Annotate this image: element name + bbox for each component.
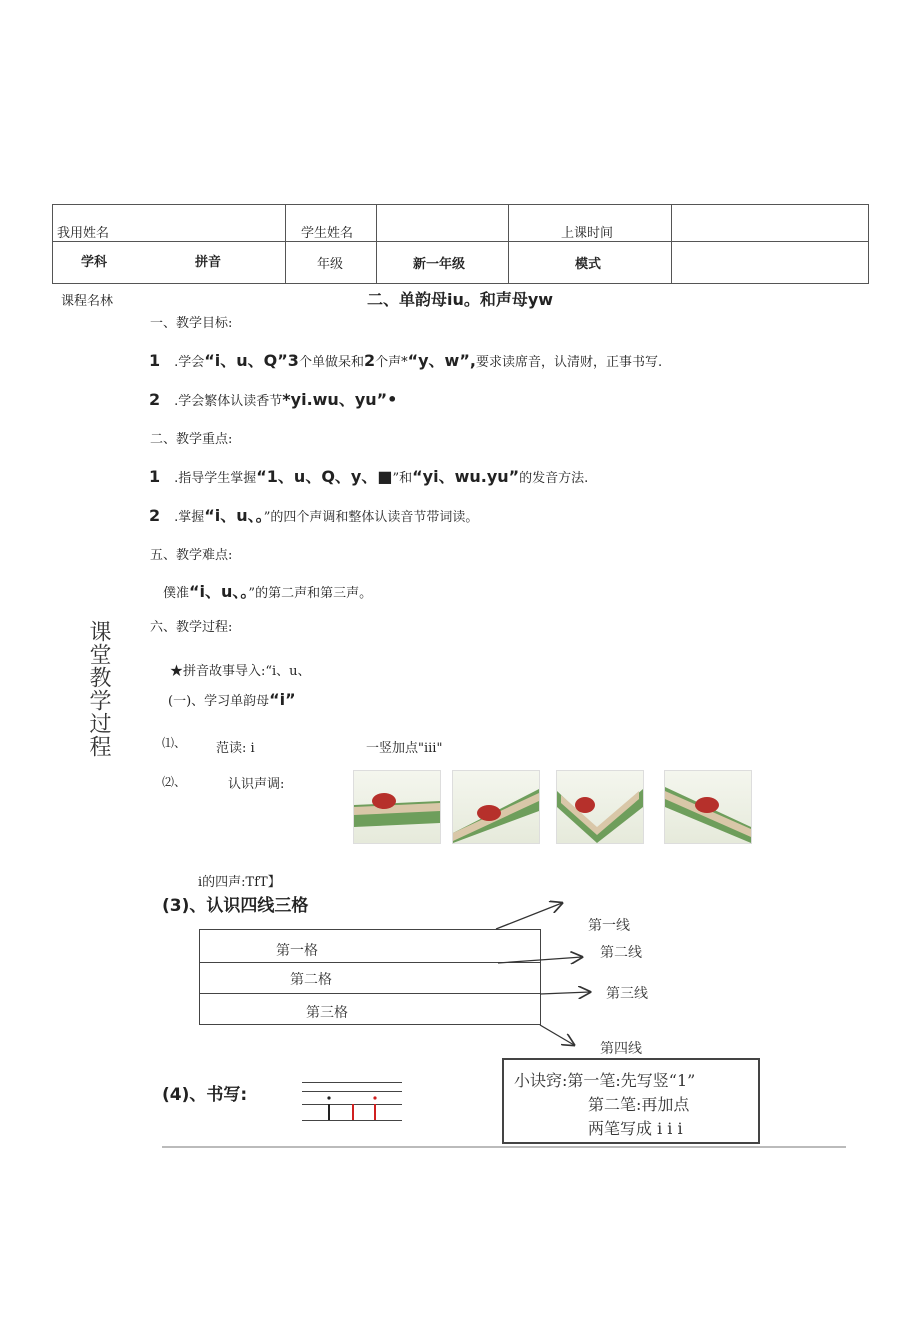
letter-i-strokes	[302, 1082, 402, 1124]
step-1-label: 范读: i	[216, 741, 255, 756]
key-point-2: 2 .掌握“i、u、。”的四个声调和整体认读音节带词读。	[149, 506, 479, 525]
tip-line-2: 第二笔:再加点	[588, 1095, 690, 1114]
goal-item-1: 1 .学会“i、u、Q”3个单做呆和2个声*“y、w”,要求读席音，认清财，正事书写.	[149, 351, 663, 370]
step-4-title: (4)、书写:	[162, 1085, 248, 1105]
subject-label: 学科	[81, 255, 108, 270]
goals-heading: 一、教学目标:	[150, 316, 233, 331]
step-1-desc: 一竖加点"iii"	[366, 741, 443, 756]
course-title	[367, 287, 553, 310]
info-table	[52, 204, 869, 284]
tones-caption: i的四声:TfT】	[198, 875, 281, 890]
writing-practice-lines	[302, 1082, 402, 1124]
line-1-label: 第一线	[588, 918, 630, 934]
step-3-title: (3)、认识四线三格	[162, 896, 309, 916]
line-2-label: 第二线	[600, 945, 642, 961]
grid-cell-2-label: 第二格	[290, 972, 332, 988]
story-intro: ★拼音故事导入:“i、u、	[170, 664, 311, 679]
tone-1-picture	[353, 770, 441, 844]
course-title-text: 二、单韵母iu。和声母yw	[367, 290, 554, 309]
grade-label: 年级	[317, 257, 344, 272]
course-name-label: 课程名林	[61, 294, 114, 309]
grid-cell-3-label: 第三格	[306, 1005, 348, 1021]
tip-line-3: 两笔写成 i i i	[588, 1119, 683, 1138]
difficulty-text: 僕准“i、u、。”的第二声和第三声。	[163, 582, 373, 601]
grade-value: 新一年级	[413, 257, 466, 272]
tip-line-1: 小诀窍:第一笔:先写竖“1”	[514, 1071, 696, 1090]
grid-cell-1-label: 第一格	[276, 943, 318, 959]
tone-3-picture	[556, 770, 644, 844]
grid-arrows	[470, 895, 600, 1055]
mode-label: 模式	[575, 257, 602, 272]
difficulty-heading: 五、教学难点:	[150, 548, 233, 563]
teacher-name-label: 我用姓名	[57, 226, 110, 241]
step-2-label: 认识声调:	[228, 777, 285, 792]
step-2-number: ⑵、	[162, 775, 187, 789]
tone-4-picture	[664, 770, 752, 844]
goal-item-2: 2 .学会繁体认读香节*yi.wu、yu”•	[149, 390, 398, 409]
tone-2-picture	[452, 770, 540, 844]
line-4-label: 第四线	[600, 1041, 642, 1057]
section-1-title: (一)、学习单韵母“i”	[168, 690, 296, 709]
step-1-number: ⑴、	[162, 736, 187, 750]
bottom-divider	[162, 1146, 846, 1148]
key-points-heading: 二、教学重点:	[150, 432, 233, 447]
line-3-label: 第三线	[606, 986, 648, 1002]
subject-value: 拼音	[195, 255, 222, 270]
side-title: 课堂教学过程	[86, 620, 111, 758]
process-heading: 六、教学过程:	[150, 620, 233, 635]
class-time-label: 上课时间	[561, 226, 614, 241]
tip-box	[502, 1058, 760, 1144]
student-name-label: 学生姓名	[301, 226, 354, 241]
key-point-1: 1 .指导学生掌握“1、u、Q、y、■”和“yi、wu.yu”的发音方法.	[149, 467, 589, 486]
